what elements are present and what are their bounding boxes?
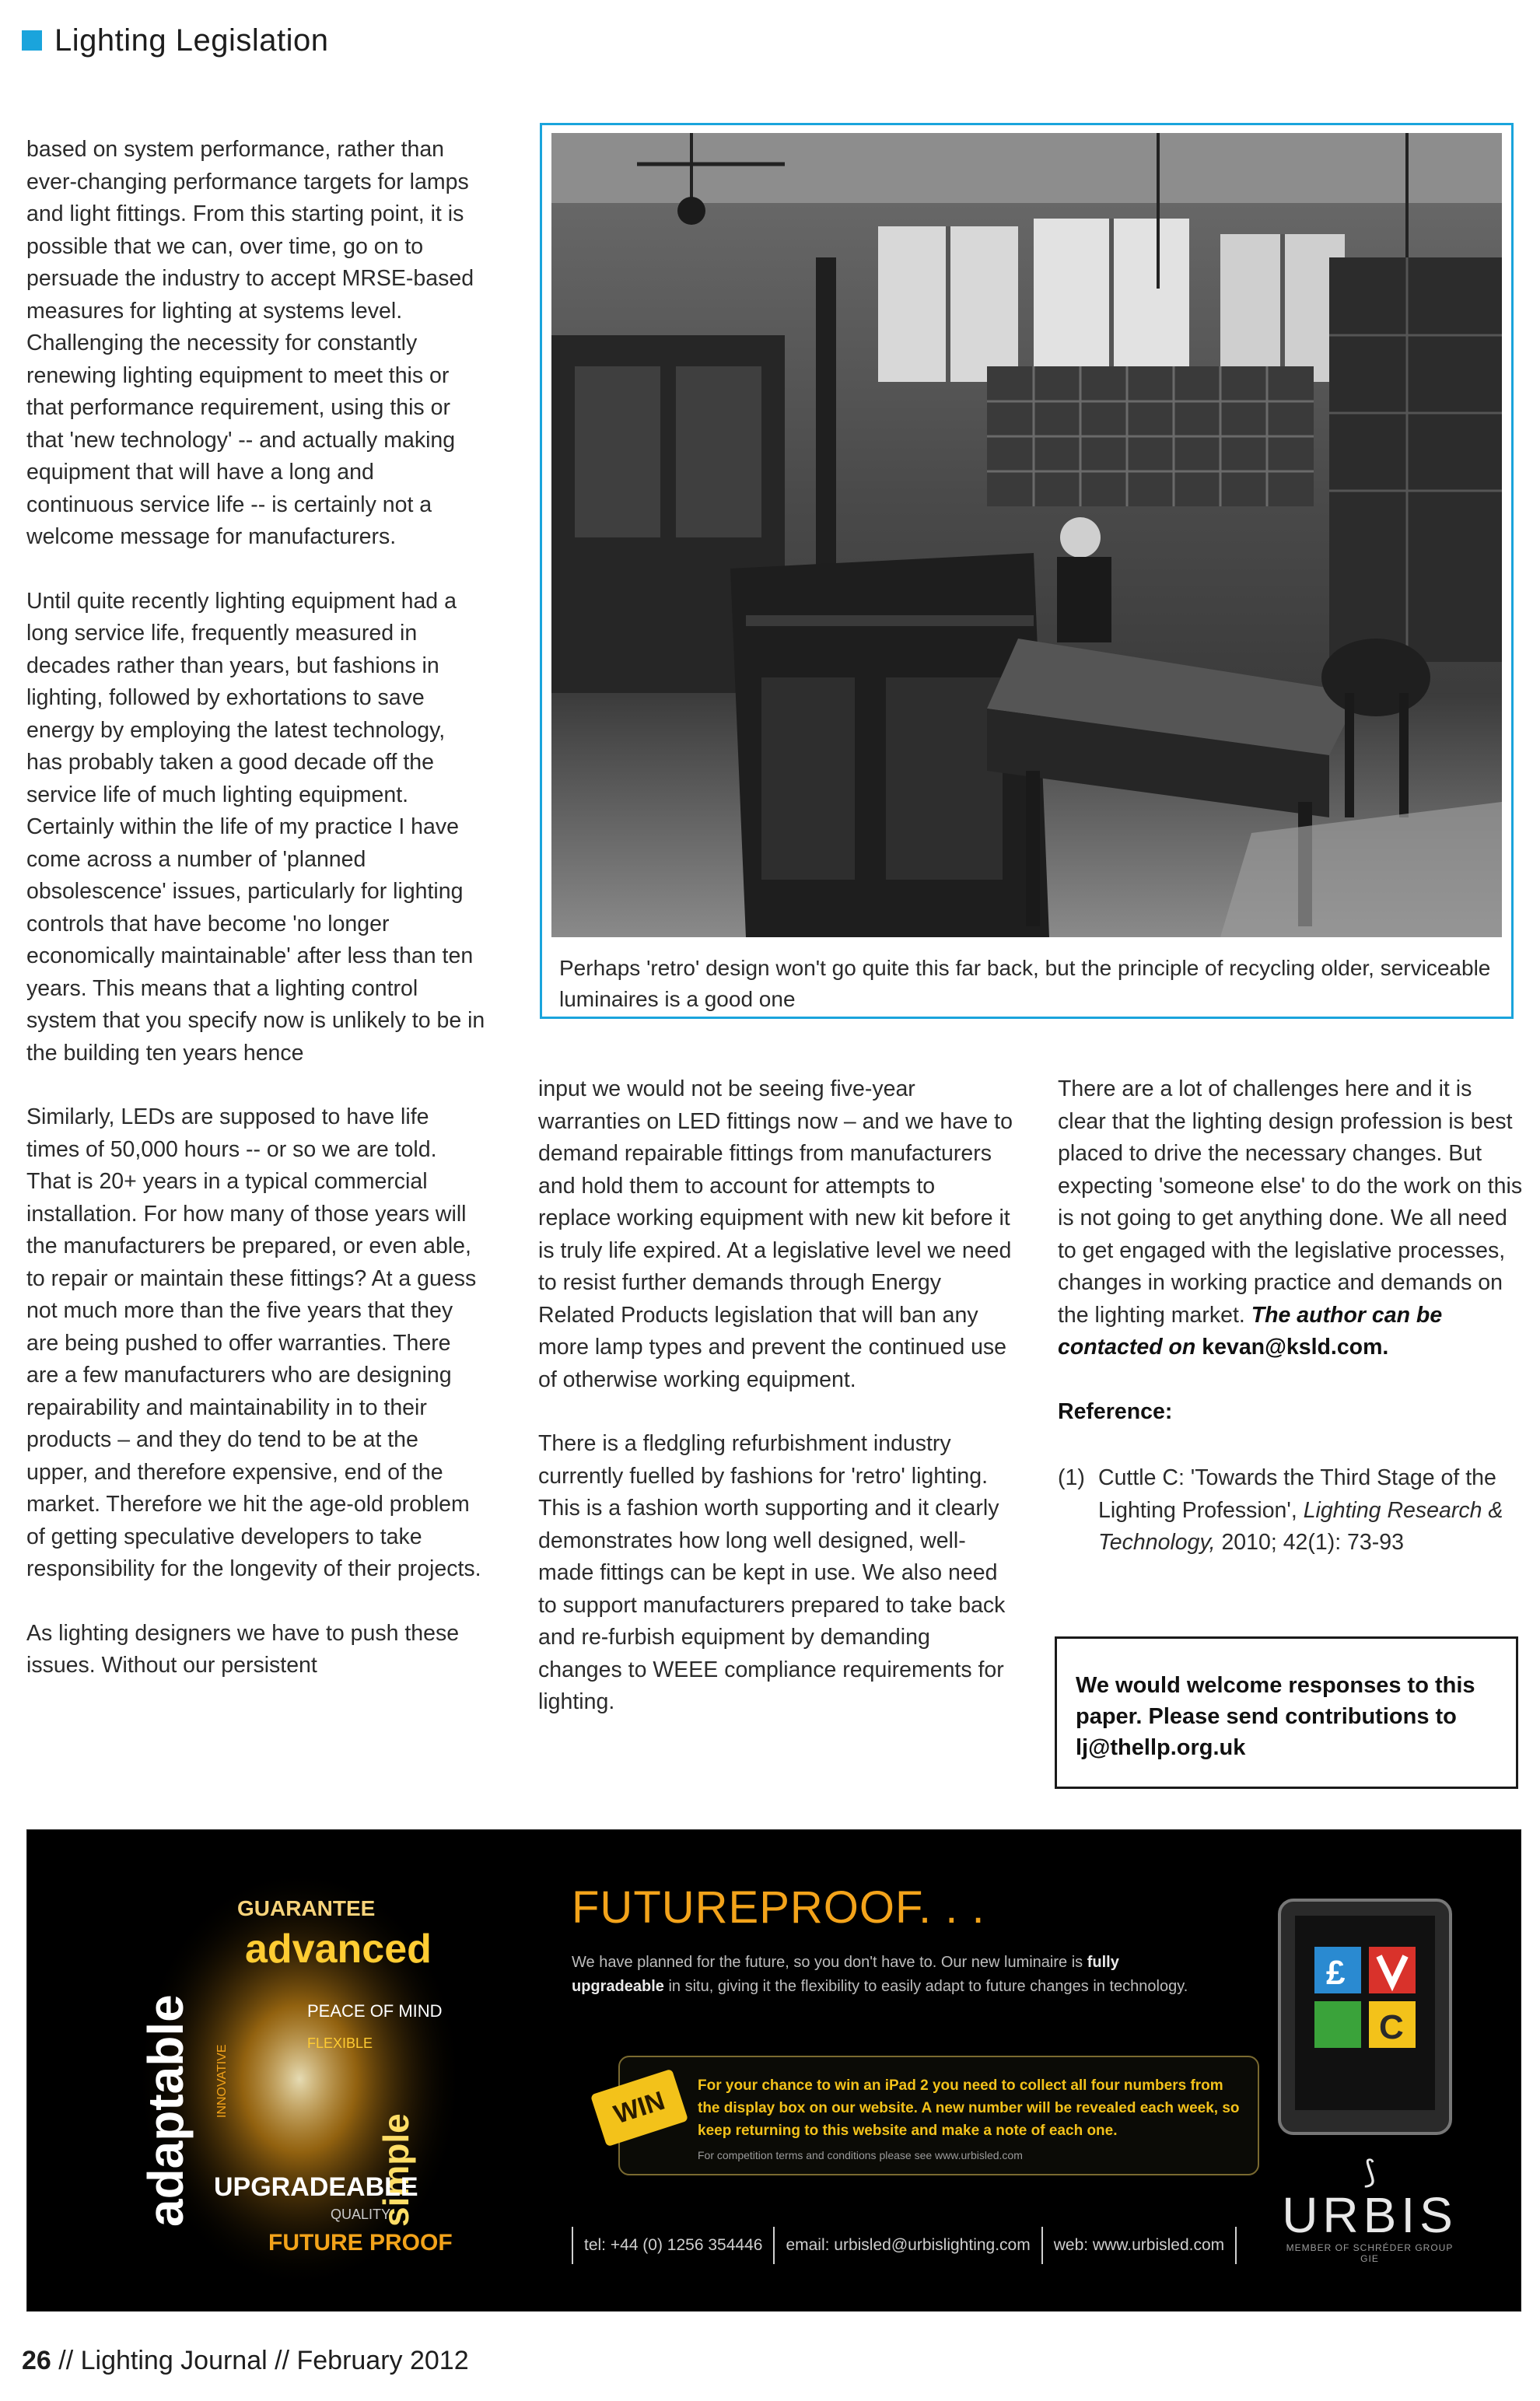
- paragraph: [1058, 1073, 1524, 1364]
- section-title: Lighting Legislation: [54, 23, 329, 58]
- word-future: FUTURE PROOF: [268, 2230, 453, 2256]
- word-adaptable: adaptable: [138, 1994, 194, 2227]
- paragraph: Similarly, LEDs are supposed to have life times of 50,000 hours -- or so we are told. That is 20+ years in a typical commercial installation. For how many of those years will the manufacturers be prepared, or even able, to repair or maintain these fittings? At a guess not much more than the five years that they are being pushed to offer warranties. There are a few manufacturers who are designing repairability and maintainability in to their products – and they do tend to be at the upper, and therefore expensive, end of the market. Therefore we hit the age-old problem of getting speculative developers to take responsibility for the longevity of their projects.: [26, 1104, 481, 1581]
- page-number: 26: [22, 2346, 51, 2375]
- page-footer: [22, 2346, 469, 2376]
- reference-number: (1): [1058, 1465, 1085, 1490]
- ad-body: [572, 1951, 1194, 1999]
- word-upgradeable: UPGRADEABLE: [214, 2172, 418, 2202]
- ipad-icon: [1272, 1892, 1458, 2149]
- paragraph: There is a fledgling refurbishment industry currently fuelled by fashions for 'retro' lighting. This is a fashion worth supporting and it clearly demonstrates how long well designed, well-made fittings can be kept in use. We also need to support manufacturers prepared to take back and re-furbish equipment by demanding changes to WEEE compliance requirements for lighting.: [538, 1431, 1006, 1714]
- reference-text: [1098, 1462, 1524, 1559]
- reference-details: 2010; 42(1): 73-93: [1221, 1530, 1404, 1555]
- ad-body-emphasis: fully upgradeable: [572, 1954, 1119, 1995]
- word-quality: QUALITY: [331, 2207, 391, 2222]
- article-column-1: [26, 134, 485, 1714]
- issue-date: February 2012: [296, 2346, 469, 2375]
- paragraph: As lighting designers we have to push these issues. Without our persistent: [26, 1620, 460, 1678]
- photo-caption: Perhaps 'retro' design won't go quite this far back, but the principle of recycling older, serviceable luminaires is a good one: [559, 956, 1491, 1011]
- reference-item: [1058, 1462, 1524, 1559]
- paragraph: input we would not be seeing five-year warranties on LED fittings now – and we have to demand repairable fittings from manufacturers and hold them to account for attempts to replace working equipment with new kit before it is truly life expired. At a legislative level we need to resist further demands through Energy Related Products legislation that will ban any more lamp types and prevent the continued use of otherwise working equipment.: [538, 1076, 1013, 1392]
- reference-journal: Lighting Research & Technology,: [1098, 1497, 1503, 1555]
- divider: [1041, 2227, 1043, 2264]
- ad-phone[interactable]: tel: +44 (0) 1256 354446: [584, 2236, 763, 2254]
- article-column-2: [538, 1073, 1013, 1751]
- photo-figure: [540, 123, 1514, 1019]
- urbis-swoosh-icon: ⟆: [1363, 2155, 1376, 2189]
- footer-separator: //: [267, 2346, 297, 2375]
- reference-authors: Cuttle C: 'Towards the Third Stage of the Lighting Profession',: [1098, 1465, 1496, 1523]
- word-flexible: FLEXIBLE: [307, 2035, 373, 2051]
- ad-email-link[interactable]: email: urbisled@urbislighting.com: [786, 2236, 1031, 2254]
- article-column-3: [1058, 1073, 1524, 1559]
- word-innovative: INNOVATIVE: [215, 2044, 229, 2118]
- ad-web-link[interactable]: web: www.urbisled.com: [1053, 2236, 1225, 2254]
- ad-headline: FUTUREPROOF. . .: [572, 1882, 985, 1933]
- competition-box: [610, 2056, 1259, 2175]
- word-advanced: advanced: [245, 1927, 432, 1972]
- win-badge: WIN: [590, 2069, 688, 2147]
- competition-terms: For competition terms and conditions please see www.urbisled.com: [698, 2149, 1023, 2161]
- ipad-symbol-c: C: [1379, 2008, 1404, 2046]
- ad-body-text: We have planned for the future, so you don't have to. Our new luminaire is: [572, 1954, 1083, 1971]
- section-marker: [22, 30, 42, 51]
- paragraph: based on system performance, rather than ever-changing performance targets for lamps and light fittings. From this starting point, it is possible that we can, over time, go on to persuade the industry to accept MRSE-based measures for lighting at systems level. Challenging the necessity for constantly renewing lighting equipment to meet this or that performance requirement, using this or that 'new technology' -- and actually making equipment that will have a long and continuous service life -- is certainly not a welcome message for manufacturers.: [26, 137, 474, 549]
- divider: [1235, 2227, 1237, 2264]
- author-note: The author can be contacted on: [1058, 1302, 1443, 1360]
- reference-list: [1058, 1462, 1524, 1559]
- urbis-advertisement[interactable]: [26, 1829, 1521, 2312]
- responses-text: We would welcome responses to this paper. Please send contributions to lj@thellp.org.uk: [1076, 1673, 1475, 1760]
- brand-subtitle: MEMBER OF SCHRÉDER GROUP GIE: [1286, 2242, 1454, 2264]
- divider: [773, 2227, 775, 2264]
- paragraph-text: There are a lot of challenges here and it is clear that the lighting design profession is best placed to drive the necessary changes. But expecting 'someone else' to do the work on this is not going to get anything done. We all need to get engaged with the legislative processes, changes in working practice and demands on the lighting market.: [1058, 1076, 1523, 1328]
- ad-body-text: in situ, giving it the flexibility to easily adapt to future changes in technology.: [668, 1978, 1188, 1995]
- journal-name: Lighting Journal: [80, 2346, 268, 2375]
- paragraph: Until quite recently lighting equipment had a long service life, frequently measured in decades rather than years, but fashions in lighting, followed by exhortations to save energy by employing the latest technology, has probably taken a good decade off the service life of much lighting equipment. Certainly within the life of my practice I have come across a number of 'planned obsolescence' issues, particularly for lighting controls that have become 'no longer economically maintainable' after less than ten years. This means that a lighting control system that you specify now is unlikely to be in the building ten years hence: [26, 588, 485, 1066]
- wordcloud-graphic: [128, 1861, 455, 2281]
- word-simple: simple: [376, 2113, 416, 2227]
- divider: [572, 2227, 573, 2264]
- reference-heading: Reference:: [1058, 1398, 1173, 1424]
- brand-name: URBIS: [1282, 2187, 1458, 2243]
- section-header: [22, 17, 328, 64]
- word-peace: PEACE OF MIND: [307, 2001, 443, 2021]
- urbis-logo: [1276, 2157, 1463, 2264]
- vintage-office-photo: [551, 133, 1502, 937]
- ipad-symbol-pound: £: [1326, 1954, 1346, 1992]
- footer-separator: //: [51, 2346, 81, 2375]
- word-guarantee: GUARANTEE: [237, 1896, 376, 1920]
- author-email-link[interactable]: kevan@ksld.com.: [1202, 1335, 1389, 1360]
- responses-box: [1055, 1636, 1518, 1789]
- competition-text: For your chance to win an iPad 2 you need to collect all four numbers from the display box on our website. A new number will be revealed each week, so keep returning to this website and make a note of each one.: [698, 2077, 1240, 2139]
- ad-contact-bar: [572, 2227, 1237, 2264]
